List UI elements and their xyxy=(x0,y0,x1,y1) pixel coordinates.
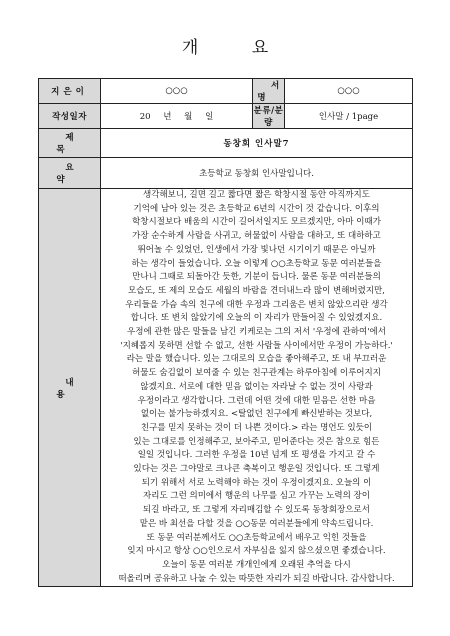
content-line: 친구를 믿지 못하는 것이 더 나쁜 것이다.> 라는 명언도 있듯이 xyxy=(140,422,373,433)
content-line: 있다는 것은 그야말로 크나큰 축복이고 행운일 것입니다. 또 그렇게 xyxy=(133,464,380,475)
content-line: 만나니 그때로 되돌아간 듯한, 기분이 듭니다. 물론 동문 여러분들의 xyxy=(132,272,381,283)
content-line: 허물도 숨김없이 보여줄 수 있는 친구관계는 하루아침에 이루어지지 xyxy=(132,368,381,379)
content-line: 학창시절보다 배움의 시간이 길어서일지도 모르겠지만, 아마 이때가 xyxy=(132,217,381,228)
content-line: 생각해보니, 길면 길고 짧다면 짧은 학창시절 동안 아직까지도 xyxy=(143,190,370,200)
content-line: 오늘이 동문 여러분 개개인에게 오래된 추억을 다시 xyxy=(162,559,351,570)
signature-label: 서 명 xyxy=(253,79,285,104)
subject-value: 동창회 인사말7 xyxy=(101,129,413,158)
content-line: 하는 생각이 들었습니다. 오늘 이렇게 ○○초등학교 동문 여러분들을 xyxy=(131,258,382,269)
summary-row xyxy=(39,158,413,189)
content-line: '지혜롭지 못하면 선할 수 없고, 선한 사람들 사이에서만 우정이 가능하다.' xyxy=(120,340,393,351)
content-line: 뛰어놀 수 있었던, 인생에서 가장 빛나던 시기이기 때문은 아닐까 xyxy=(137,244,376,255)
content-line: 우정에 관한 많은 말들을 남긴 키케로는 그의 저서 '우정에 관하여'에서 xyxy=(127,327,386,338)
summary-label: 요 약 xyxy=(39,158,101,189)
summary-table xyxy=(38,78,413,587)
date-row xyxy=(39,104,413,129)
content-line: 있는 그대로를 인정해주고, 보아주고, 믿어준다는 것은 참으로 힘든 xyxy=(133,436,380,447)
content-line: 자리도 그런 의미에서 행운의 나무를 심고 가꾸는 노력의 장이 xyxy=(143,491,370,502)
content-label: 내 용 xyxy=(39,189,101,587)
author-row xyxy=(39,79,413,104)
author-label: 지은이 xyxy=(39,79,101,104)
author-value: ○○○ xyxy=(101,79,253,104)
content-line: 모습도, 또 제의 모습도 세월의 바람을 견더내느라 많이 변해버렸지만, xyxy=(128,285,385,296)
category-label: 분류/분량 xyxy=(253,104,285,129)
content-line: 우정이라고 생각합니다. 그런데 어떤 것에 대한 믿음은 선한 마음 xyxy=(137,395,376,406)
content-body xyxy=(101,189,413,587)
content-line: 합니다. 또 변치 않았기에 오늘의 이 자리가 만들어질 수 있었겠지요. xyxy=(130,313,383,324)
date-value: 20 년 월 일 xyxy=(101,104,253,129)
category-value: 인사말 / 1page xyxy=(285,104,413,129)
subject-row xyxy=(39,129,413,158)
content-line: 또 동문 여러분께서도 ○○초등학교에서 배우고 익힌 것들을 xyxy=(146,532,367,543)
page-title: 개 요 xyxy=(181,38,293,58)
content-line: 않겠지요. 서로에 대한 믿음 없이는 자라날 수 없는 것이 사랑과 xyxy=(140,381,373,392)
content-line: 떠올리며 공유하고 나눌 수 있는 따뜻한 자리가 되길 바랍니다. 감사합니다. xyxy=(118,573,395,584)
content-line: 없이는 불가능하겠지요. <탈없던 친구에게 빠신받하는 것보다, xyxy=(140,409,373,420)
content-line: 맡은 바 최선을 다할 것을 ○○동문 여러분들에게 약속드립니다. xyxy=(139,518,374,529)
signature-value: ○○○ xyxy=(285,79,413,104)
date-label: 작성일자 xyxy=(39,104,101,129)
content-line: 되기 위해서 서로 노력해야 하는 것이 우정이겠지요. 오늘의 이 xyxy=(141,477,372,488)
content-line: 되길 바라고, 또 그렇게 자리매김할 수 있도록 동창회장으로서 xyxy=(143,505,370,516)
content-row xyxy=(39,189,413,587)
content-line: 일일 것입니다. 그러한 우정을 10년 넘게 또 평생을 가지고 갈 수 xyxy=(137,450,376,461)
content-line: 가장 순수하게 사람을 사귀고, 허물없이 사람을 대하고, 또 대하하고 xyxy=(132,231,381,242)
content-line: 잊지 마시고 항상 ○○인으로서 자부심을 잃지 않으셨으면 좋겠습니다. xyxy=(127,546,386,557)
content-line: 우리들을 가슴 속의 친구에 대한 우정과 그리움은 변치 않았으리란 생각 xyxy=(125,299,388,310)
content-line: 라는 말을 했습니다. 있는 그대로의 모습을 좋아해주고, 또 내 부끄러운 xyxy=(126,354,387,365)
summary-value: 초등학교 동창회 인사말입니다. xyxy=(101,158,413,189)
content-line: 기억에 남아 있는 것은 초등학교 6년의 시간이 것 같습니다. 이후의 xyxy=(133,203,380,214)
subject-label: 제 목 xyxy=(39,129,101,158)
